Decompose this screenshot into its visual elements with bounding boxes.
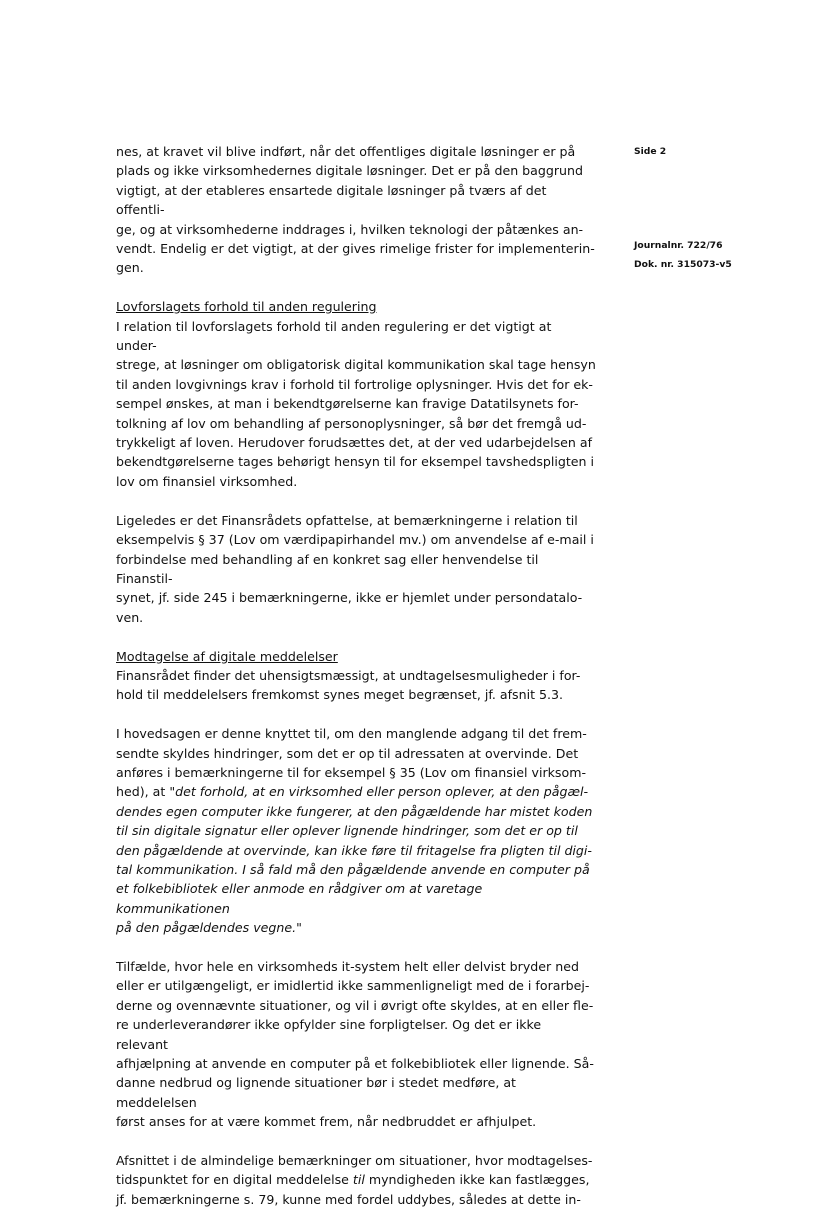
text-line — [116, 1170, 596, 1189]
text-line: anføres i bemærkningerne til for eksempel § 35 (Lov om finansiel virksom- — [116, 764, 587, 780]
text-line: I hovedsagen er denne knyttet til, om den manglende adgang til det frem- — [116, 726, 587, 742]
text-line: først anses for at være kommet frem, når nedbruddet er afhjulpet. — [116, 1114, 537, 1130]
text-line: synet, jf. side 245 i bemærkningerne, ikke er hjemlet under persondatalo- — [116, 590, 583, 606]
document-number: Dok. nr. 315073-v5 — [634, 259, 732, 270]
text-line: forbindelse med behandling af en konkret sag eller henvendelse til Finanstil- — [116, 551, 539, 586]
quote-run: "det forhold, at en virksomhed eller person oplever, at den pågæl- — [169, 784, 589, 800]
timing-paragraph — [116, 1151, 596, 1209]
text-run: hed), at — [116, 784, 170, 800]
quote-line: på den pågældendes vegne." — [116, 920, 302, 936]
text-run: myndigheden ikke kan fastlægges, — [364, 1172, 590, 1188]
system-failure-paragraph — [116, 957, 596, 1132]
text-line: eller er utilgængeligt, er imidlertid ikke sammenligneligt med de i forarbej- — [116, 978, 590, 994]
text-line: nes, at kravet vil blive indført, når det offentliges digitale løsninger er på — [116, 144, 576, 159]
text-line: jf. bemærkningerne s. 79, kunne med fordel uddybes, således at dette in- — [116, 1191, 581, 1207]
document-reference — [634, 236, 754, 274]
text-line: plads og ikke virksomhedernes digitale løsninger. Det er på den baggrund — [116, 163, 584, 179]
text-line: eksempelvis § 37 (Lov om værdipapirhandel mv.) om anvendelse af e-mail i — [116, 532, 594, 548]
text-line: lov om finansiel virksomhed. — [116, 473, 298, 489]
text-line: derne og ovennævnte situationer, og vil i øvrigt ofte skyldes, at en eller fle- — [116, 997, 594, 1013]
text-line: tolkning af lov om behandling af personoplysninger, så bør det fremgå ud- — [116, 415, 587, 431]
quote-line: til sin digitale signatur eller oplever lignende hindringer, som det er op til — [116, 823, 578, 839]
quote-line: dendes egen computer ikke fungerer, at den pågældende har mistet koden — [116, 803, 593, 819]
text-line: Ligeledes er det Finansrådets opfattelse, at bemærkningerne i relation til — [116, 512, 578, 528]
text-line: hold til meddelelsers fremkomst synes meget begrænset, jf. afsnit 5.3. — [116, 687, 564, 703]
text-line: ven. — [116, 609, 144, 625]
text-line: sendte skyldes hindringer, som det er op til adressaten at overvinde. Det — [116, 745, 579, 761]
text-line: gen. — [116, 260, 144, 276]
text-line: I relation til lovforslagets forhold til anden regulering er det vigtigt at under- — [116, 318, 552, 354]
section-heading-regulation: Lovforslagets forhold til anden regulering — [116, 299, 377, 315]
text-line: Afsnittet i de almindelige bemærkninger om situationer, hvor modtagelses- — [116, 1153, 593, 1169]
quote-paragraph — [116, 724, 596, 937]
text-line: bekendtgørelserne tages behørigt hensyn til for eksempel tavshedspligten i — [116, 454, 595, 470]
text-line: vigtigt, at der etableres ensartede digitale løsninger på tværs af det offentli- — [116, 182, 547, 218]
text-line: til anden lovgivnings krav i forhold til fortrolige oplysninger. Hvis det for ek- — [116, 376, 593, 392]
section-heading-receipt: Modtagelse af digitale meddelelser — [116, 648, 338, 664]
text-line — [116, 782, 596, 801]
text-line: vendt. Endelig er det vigtigt, at der gives rimelige frister for implementerin- — [116, 241, 595, 257]
text-line: danne nedbrud og lignende situationer bør i stedet medføre, at meddelelsen — [116, 1075, 516, 1110]
text-line: trykkeligt af loven. Herudover forudsættes det, at der ved udarbejdelsen af — [116, 435, 593, 451]
quote-line: den pågældende at overvinde, kan ikke føre til fritagelse fra pligten til digi- — [116, 842, 592, 858]
quote-line: tal kommunikation. I så fald må den pågældende anvende en computer på — [116, 861, 590, 877]
receipt-paragraph — [116, 666, 596, 705]
page-number: Side 2 — [634, 146, 667, 157]
text-line: re underleverandører ikke opfylder sine forpligtelser. Og det er ikke relevant — [116, 1017, 542, 1052]
letter-body — [116, 142, 596, 1209]
journal-number: Journalnr. 722/76 — [634, 240, 723, 251]
text-run: tidspunktet for en digital meddelelse — [116, 1172, 353, 1188]
regulation-paragraph — [116, 317, 596, 492]
text-line: Finansrådet finder det uhensigtsmæssigt, at undtagelsesmuligheder i for- — [116, 667, 581, 683]
text-line: Tilfælde, hvor hele en virksomheds it-system helt eller delvist bryder ned — [116, 958, 579, 974]
text-line: ge, og at virksomhederne inddrages i, hvilken teknologi der påtænkes an- — [116, 221, 584, 237]
quote-line: et folkebibliotek eller anmode en rådgiver om at varetage kommunikationen — [116, 881, 483, 916]
text-line: afhjælpning at anvende en computer på et folkebibliotek eller lignende. Så- — [116, 1056, 594, 1072]
email-paragraph — [116, 511, 596, 627]
text-line: strege, at løsninger om obligatorisk digital kommunikation skal tage hensyn — [116, 357, 596, 373]
text-line: sempel ønskes, at man i bekendtgørelserne kan fravige Datatilsynets for- — [116, 396, 579, 412]
intro-paragraph — [116, 142, 596, 278]
emphasis-run: til — [352, 1172, 365, 1188]
